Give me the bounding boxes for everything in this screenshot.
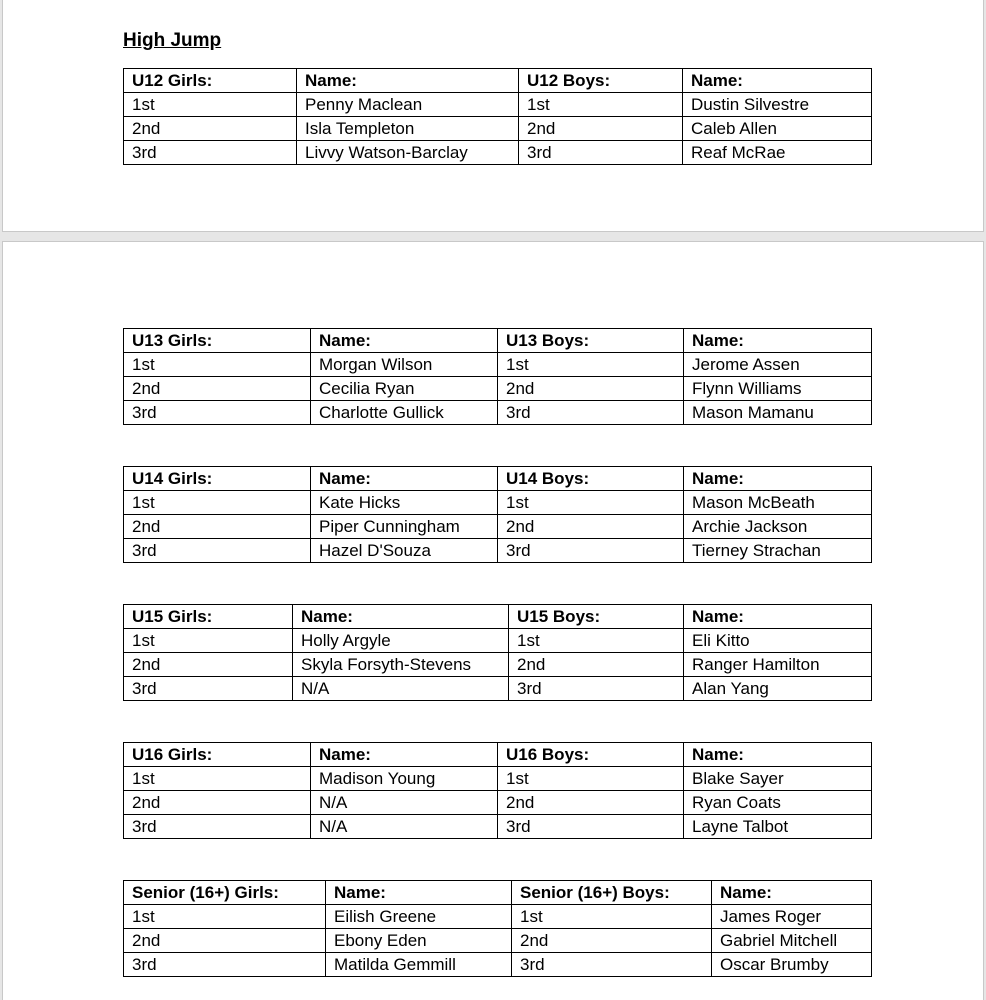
boy-place: 1st	[519, 93, 683, 117]
table-row	[124, 953, 872, 977]
girl-name: Morgan Wilson	[311, 353, 498, 377]
girl-place: 1st	[124, 767, 311, 791]
boy-place: 3rd	[512, 953, 712, 977]
boy-place: 2nd	[512, 929, 712, 953]
girl-place: 1st	[124, 491, 311, 515]
girl-name: Skyla Forsyth-Stevens	[293, 653, 509, 677]
table-header-row	[124, 881, 872, 905]
girls-category-header: U15 Girls:	[124, 605, 293, 629]
table-row	[124, 353, 872, 377]
boys-name-header: Name:	[712, 881, 872, 905]
girl-name: Charlotte Gullick	[311, 401, 498, 425]
boys-category-header: U15 Boys:	[509, 605, 684, 629]
document-page-1	[2, 0, 984, 232]
girl-name: Matilda Gemmill	[326, 953, 512, 977]
girls-name-header: Name:	[297, 69, 519, 93]
table-row	[124, 377, 872, 401]
girls-category-header: U13 Girls:	[124, 329, 311, 353]
girl-place: 1st	[124, 905, 326, 929]
table-row	[124, 905, 872, 929]
table-header-row	[124, 467, 872, 491]
table-header-row	[124, 743, 872, 767]
boys-name-header: Name:	[684, 743, 872, 767]
girls-name-header: Name:	[311, 329, 498, 353]
boy-name: Mason McBeath	[684, 491, 872, 515]
boy-name: Layne Talbot	[684, 815, 872, 839]
girl-place: 3rd	[124, 953, 326, 977]
boy-name: Tierney Strachan	[684, 539, 872, 563]
girl-place: 2nd	[124, 653, 293, 677]
girls-name-header: Name:	[293, 605, 509, 629]
boys-name-header: Name:	[684, 329, 872, 353]
boy-name: Mason Mamanu	[684, 401, 872, 425]
boy-name: Caleb Allen	[683, 117, 872, 141]
girl-name: N/A	[293, 677, 509, 701]
girls-category-header: Senior (16+) Girls:	[124, 881, 326, 905]
girl-place: 2nd	[124, 791, 311, 815]
boy-place: 1st	[498, 767, 684, 791]
girl-name: Isla Templeton	[297, 117, 519, 141]
boy-name: Archie Jackson	[684, 515, 872, 539]
girls-category-header: U16 Girls:	[124, 743, 311, 767]
girl-place: 2nd	[124, 377, 311, 401]
boys-category-header: Senior (16+) Boys:	[512, 881, 712, 905]
results-table-u12	[123, 68, 872, 165]
boy-place: 3rd	[498, 401, 684, 425]
boys-name-header: Name:	[683, 69, 872, 93]
results-table-u16	[123, 742, 872, 839]
boy-place: 2nd	[509, 653, 684, 677]
table-row	[124, 93, 872, 117]
boy-place: 2nd	[519, 117, 683, 141]
boys-category-header: U16 Boys:	[498, 743, 684, 767]
results-table-u13	[123, 328, 872, 425]
girl-name: Eilish Greene	[326, 905, 512, 929]
table-row	[124, 629, 872, 653]
table-row	[124, 539, 872, 563]
girls-name-header: Name:	[311, 467, 498, 491]
girls-category-header: U12 Girls:	[124, 69, 297, 93]
results-table-u14	[123, 466, 872, 563]
table-row	[124, 515, 872, 539]
boy-place: 2nd	[498, 791, 684, 815]
girl-name: Kate Hicks	[311, 491, 498, 515]
girl-name: Hazel D'Souza	[311, 539, 498, 563]
girl-place: 3rd	[124, 539, 311, 563]
table-row	[124, 677, 872, 701]
boy-place: 3rd	[498, 539, 684, 563]
boy-place: 1st	[509, 629, 684, 653]
boy-place: 1st	[498, 353, 684, 377]
boy-name: Jerome Assen	[684, 353, 872, 377]
table-header-row	[124, 605, 872, 629]
table-row	[124, 141, 872, 165]
document-page-2	[2, 241, 984, 1000]
boy-name: Dustin Silvestre	[683, 93, 872, 117]
boy-name: Flynn Williams	[684, 377, 872, 401]
girl-place: 3rd	[124, 401, 311, 425]
boy-place: 3rd	[509, 677, 684, 701]
table-row	[124, 929, 872, 953]
boy-name: Gabriel Mitchell	[712, 929, 872, 953]
girl-place: 1st	[124, 93, 297, 117]
girl-place: 1st	[124, 353, 311, 377]
girl-name: Ebony Eden	[326, 929, 512, 953]
page-title: High Jump	[123, 30, 222, 51]
boy-name: James Roger	[712, 905, 872, 929]
boy-name: Blake Sayer	[684, 767, 872, 791]
boy-place: 2nd	[498, 515, 684, 539]
girl-place: 2nd	[124, 515, 311, 539]
boy-place: 3rd	[519, 141, 683, 165]
boy-place: 3rd	[498, 815, 684, 839]
girls-name-header: Name:	[326, 881, 512, 905]
table-row	[124, 815, 872, 839]
boy-place: 2nd	[498, 377, 684, 401]
boy-place: 1st	[512, 905, 712, 929]
girl-name: Holly Argyle	[293, 629, 509, 653]
girl-place: 1st	[124, 629, 293, 653]
boy-name: Ryan Coats	[684, 791, 872, 815]
girl-name: N/A	[311, 815, 498, 839]
boys-name-header: Name:	[684, 605, 872, 629]
boy-name: Eli Kitto	[684, 629, 872, 653]
girl-place: 2nd	[124, 117, 297, 141]
table-row	[124, 653, 872, 677]
boys-category-header: U13 Boys:	[498, 329, 684, 353]
boy-name: Oscar Brumby	[712, 953, 872, 977]
girl-name: Cecilia Ryan	[311, 377, 498, 401]
table-row	[124, 117, 872, 141]
boys-name-header: Name:	[684, 467, 872, 491]
boy-name: Ranger Hamilton	[684, 653, 872, 677]
girl-name: Penny Maclean	[297, 93, 519, 117]
boys-category-header: U14 Boys:	[498, 467, 684, 491]
girl-place: 3rd	[124, 141, 297, 165]
table-header-row	[124, 329, 872, 353]
girl-name: Madison Young	[311, 767, 498, 791]
boy-name: Alan Yang	[684, 677, 872, 701]
girl-place: 3rd	[124, 815, 311, 839]
boy-place: 1st	[498, 491, 684, 515]
girl-place: 3rd	[124, 677, 293, 701]
results-table-senior	[123, 880, 872, 977]
table-header-row	[124, 69, 872, 93]
table-row	[124, 767, 872, 791]
boys-category-header: U12 Boys:	[519, 69, 683, 93]
girl-name: Livvy Watson-Barclay	[297, 141, 519, 165]
results-table-u15	[123, 604, 872, 701]
girls-name-header: Name:	[311, 743, 498, 767]
girl-name: N/A	[311, 791, 498, 815]
girl-place: 2nd	[124, 929, 326, 953]
table-row	[124, 491, 872, 515]
girls-category-header: U14 Girls:	[124, 467, 311, 491]
girl-name: Piper Cunningham	[311, 515, 498, 539]
table-row	[124, 791, 872, 815]
table-row	[124, 401, 872, 425]
boy-name: Reaf McRae	[683, 141, 872, 165]
